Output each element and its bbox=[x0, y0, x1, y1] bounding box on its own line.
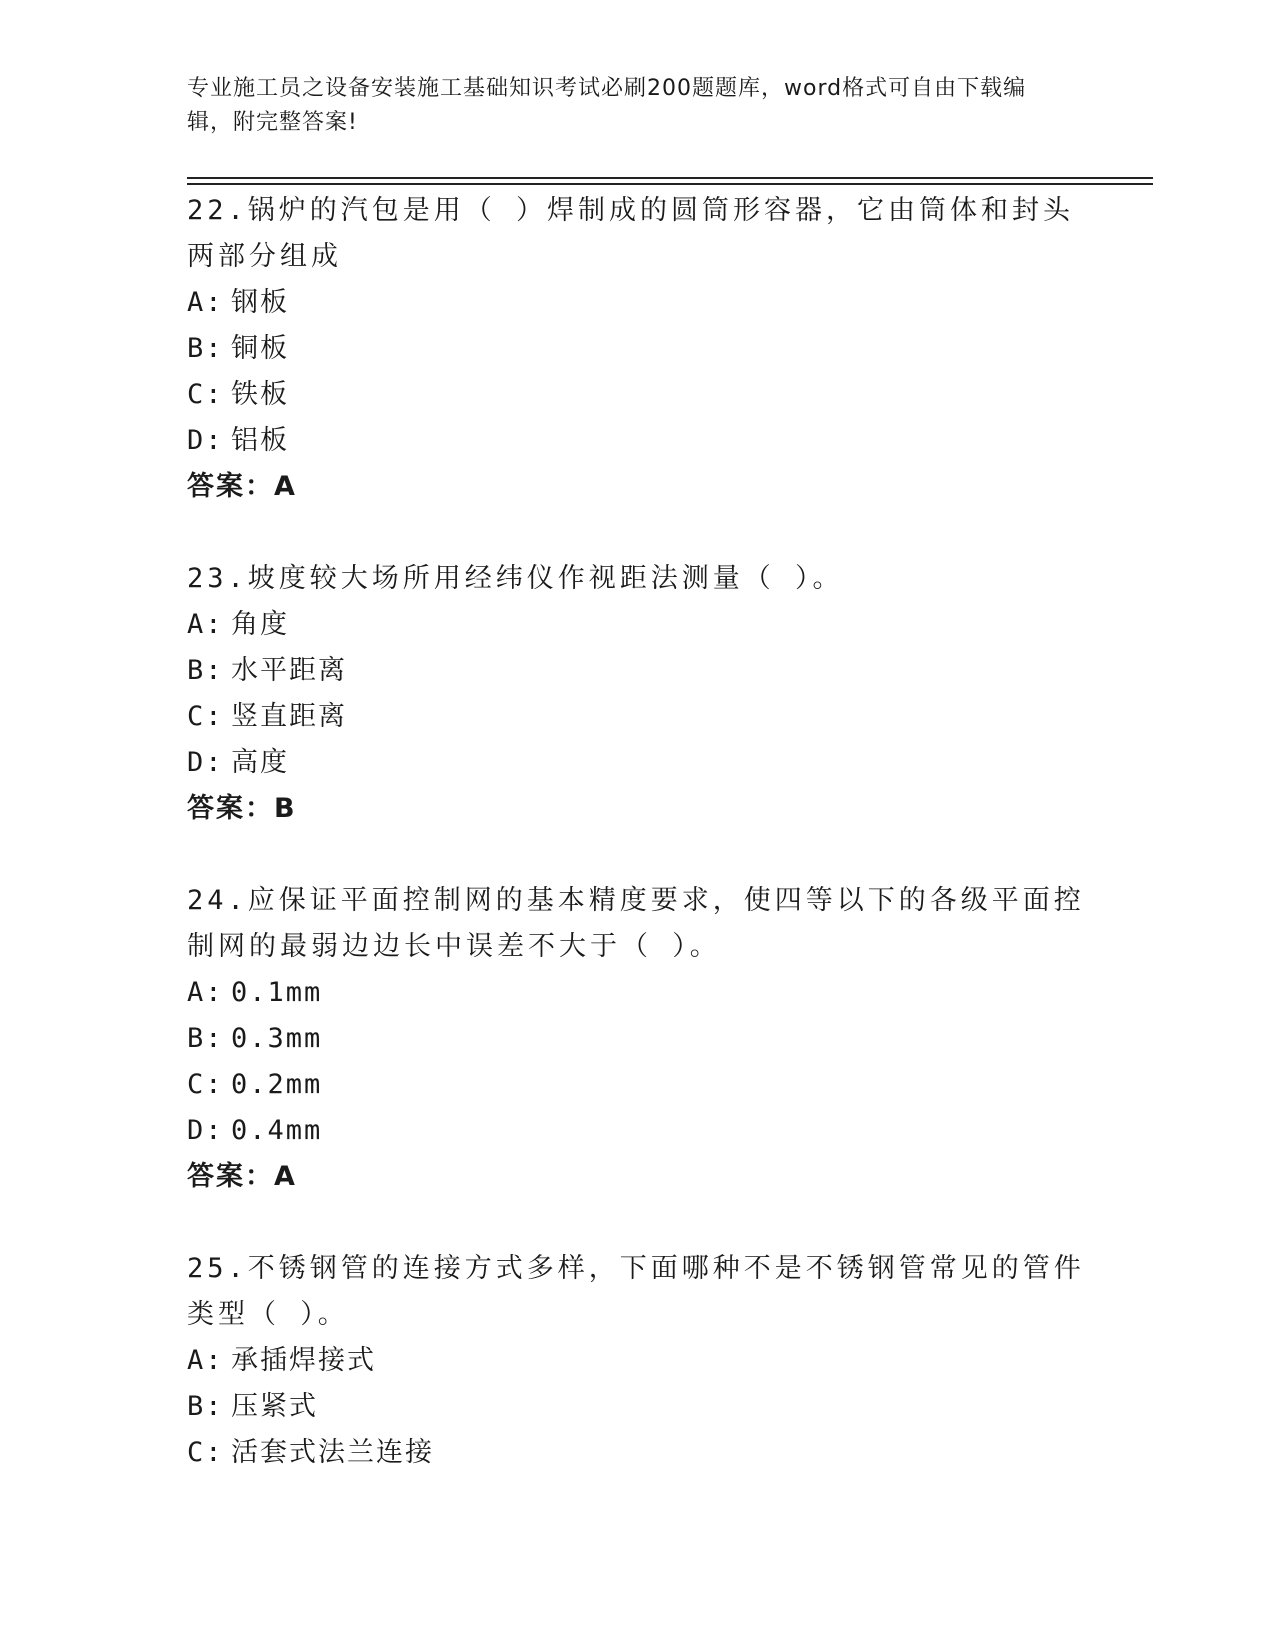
answer-line: 答案：B bbox=[187, 793, 297, 824]
question-text: 24.应保证平面控制网的基本精度要求，使四等以下的各级平面控制网的最弱边边长中误差不大于（ ）。 bbox=[187, 885, 1085, 962]
question-22 bbox=[187, 188, 1087, 510]
option-d bbox=[187, 740, 1087, 786]
option-letter: B: bbox=[187, 1391, 224, 1422]
option-letter: A: bbox=[187, 977, 224, 1008]
option-text: 角度 bbox=[231, 609, 289, 640]
option-c bbox=[187, 1062, 1087, 1108]
option-text: 活套式法兰连接 bbox=[231, 1437, 434, 1468]
question-25 bbox=[187, 1246, 1087, 1476]
option-text: 钢板 bbox=[231, 287, 289, 318]
option-d bbox=[187, 1108, 1087, 1154]
option-text: 压紧式 bbox=[231, 1391, 318, 1422]
question-text: 22.锅炉的汽包是用（ ）焊制成的圆筒形容器，它由筒体和封头两部分组成 bbox=[187, 195, 1075, 272]
option-a bbox=[187, 970, 1087, 1016]
option-letter: A: bbox=[187, 609, 224, 640]
document-header: 专业施工员之设备安装施工基础知识考试必刷200题题库，word格式可自由下载编辑，附完整答案! bbox=[187, 76, 1027, 135]
option-text: 水平距离 bbox=[231, 655, 347, 686]
option-text: 承插焊接式 bbox=[231, 1345, 376, 1376]
option-c bbox=[187, 1430, 1087, 1476]
question-text: 25.不锈钢管的连接方式多样，下面哪种不是不锈钢管常见的管件类型（ ）。 bbox=[187, 1253, 1085, 1330]
option-text: 铝板 bbox=[231, 425, 289, 456]
option-a bbox=[187, 602, 1087, 648]
option-letter: C: bbox=[187, 701, 224, 732]
option-text: 铁板 bbox=[231, 379, 289, 410]
option-text: 0.2mm bbox=[231, 1069, 323, 1100]
option-letter: B: bbox=[187, 655, 224, 686]
option-text: 0.3mm bbox=[231, 1023, 323, 1054]
question-23 bbox=[187, 556, 1087, 832]
option-letter: C: bbox=[187, 1437, 224, 1468]
option-b bbox=[187, 1384, 1087, 1430]
option-a bbox=[187, 1338, 1087, 1384]
option-letter: C: bbox=[187, 379, 224, 410]
option-b bbox=[187, 1016, 1087, 1062]
option-letter: A: bbox=[187, 287, 224, 318]
option-letter: D: bbox=[187, 1115, 224, 1146]
header-divider-top bbox=[187, 177, 1153, 179]
option-text: 0.4mm bbox=[231, 1115, 323, 1146]
question-24 bbox=[187, 878, 1087, 1200]
question-text: 23.坡度较大场所用经纬仪作视距法测量（ ）。 bbox=[187, 563, 844, 594]
option-letter: C: bbox=[187, 1069, 224, 1100]
option-c bbox=[187, 372, 1087, 418]
option-b bbox=[187, 326, 1087, 372]
answer-line: 答案：A bbox=[187, 1161, 297, 1192]
option-d bbox=[187, 418, 1087, 464]
option-c bbox=[187, 694, 1087, 740]
question-list bbox=[187, 188, 1087, 1522]
option-b bbox=[187, 648, 1087, 694]
option-text: 高度 bbox=[231, 747, 289, 778]
option-letter: B: bbox=[187, 1023, 224, 1054]
header-divider-bottom bbox=[187, 183, 1153, 185]
option-letter: A: bbox=[187, 1345, 224, 1376]
answer-line: 答案：A bbox=[187, 471, 297, 502]
option-a bbox=[187, 280, 1087, 326]
option-text: 铜板 bbox=[231, 333, 289, 364]
option-text: 0.1mm bbox=[231, 977, 323, 1008]
option-letter: B: bbox=[187, 333, 224, 364]
option-letter: D: bbox=[187, 747, 224, 778]
option-letter: D: bbox=[187, 425, 224, 456]
option-text: 竖直距离 bbox=[231, 701, 347, 732]
